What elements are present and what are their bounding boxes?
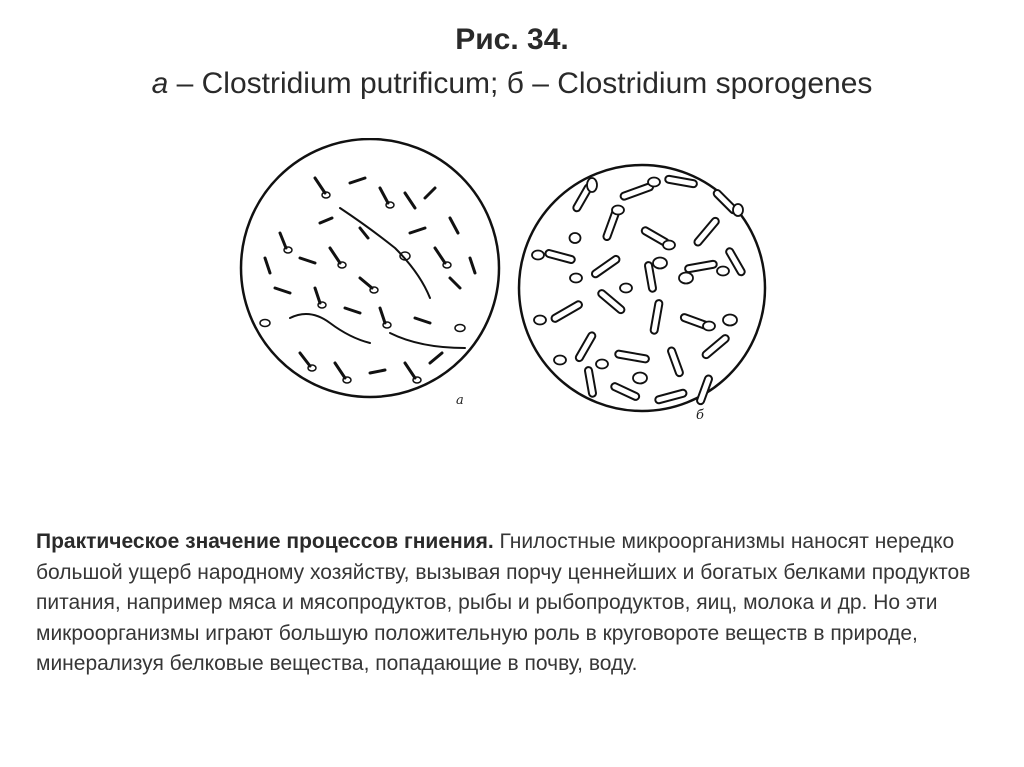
paragraph-body: Гнилостные микроорганизмы наносят нередко большой ущерб народному хозяйству, вызывая порчу ценнейших и богатых белками продуктов питания, например мяса и мясопродуктов, рыбы и рыбопродуктов, яиц, молока и др. Но эти микроорганизмы играют большую положительную роль в круговороте веществ в природе, минерализуя белковые вещества, попадающие в почву, воду. xyxy=(36,530,971,675)
caption-text-a: – Clostridium putrificum; xyxy=(168,67,507,100)
caption-text-b: – Clostridium sporogenes xyxy=(523,67,873,100)
paragraph-lead: Практическое значение процессов гниения. xyxy=(36,530,494,553)
field-a xyxy=(241,139,499,408)
slide-title xyxy=(0,18,1024,106)
field-a-label: а xyxy=(456,393,464,408)
body-paragraph xyxy=(36,527,986,680)
field-a-circle xyxy=(241,139,499,397)
microscope-figure xyxy=(220,138,810,438)
field-b-label: б xyxy=(696,408,704,423)
caption-letter-a: а xyxy=(151,67,169,100)
field-b xyxy=(519,165,765,423)
microscope-fields xyxy=(220,138,810,438)
figure-number: Рис. 34. xyxy=(455,23,569,56)
caption-letter-b: б xyxy=(506,67,524,100)
figure-caption xyxy=(0,62,1024,106)
